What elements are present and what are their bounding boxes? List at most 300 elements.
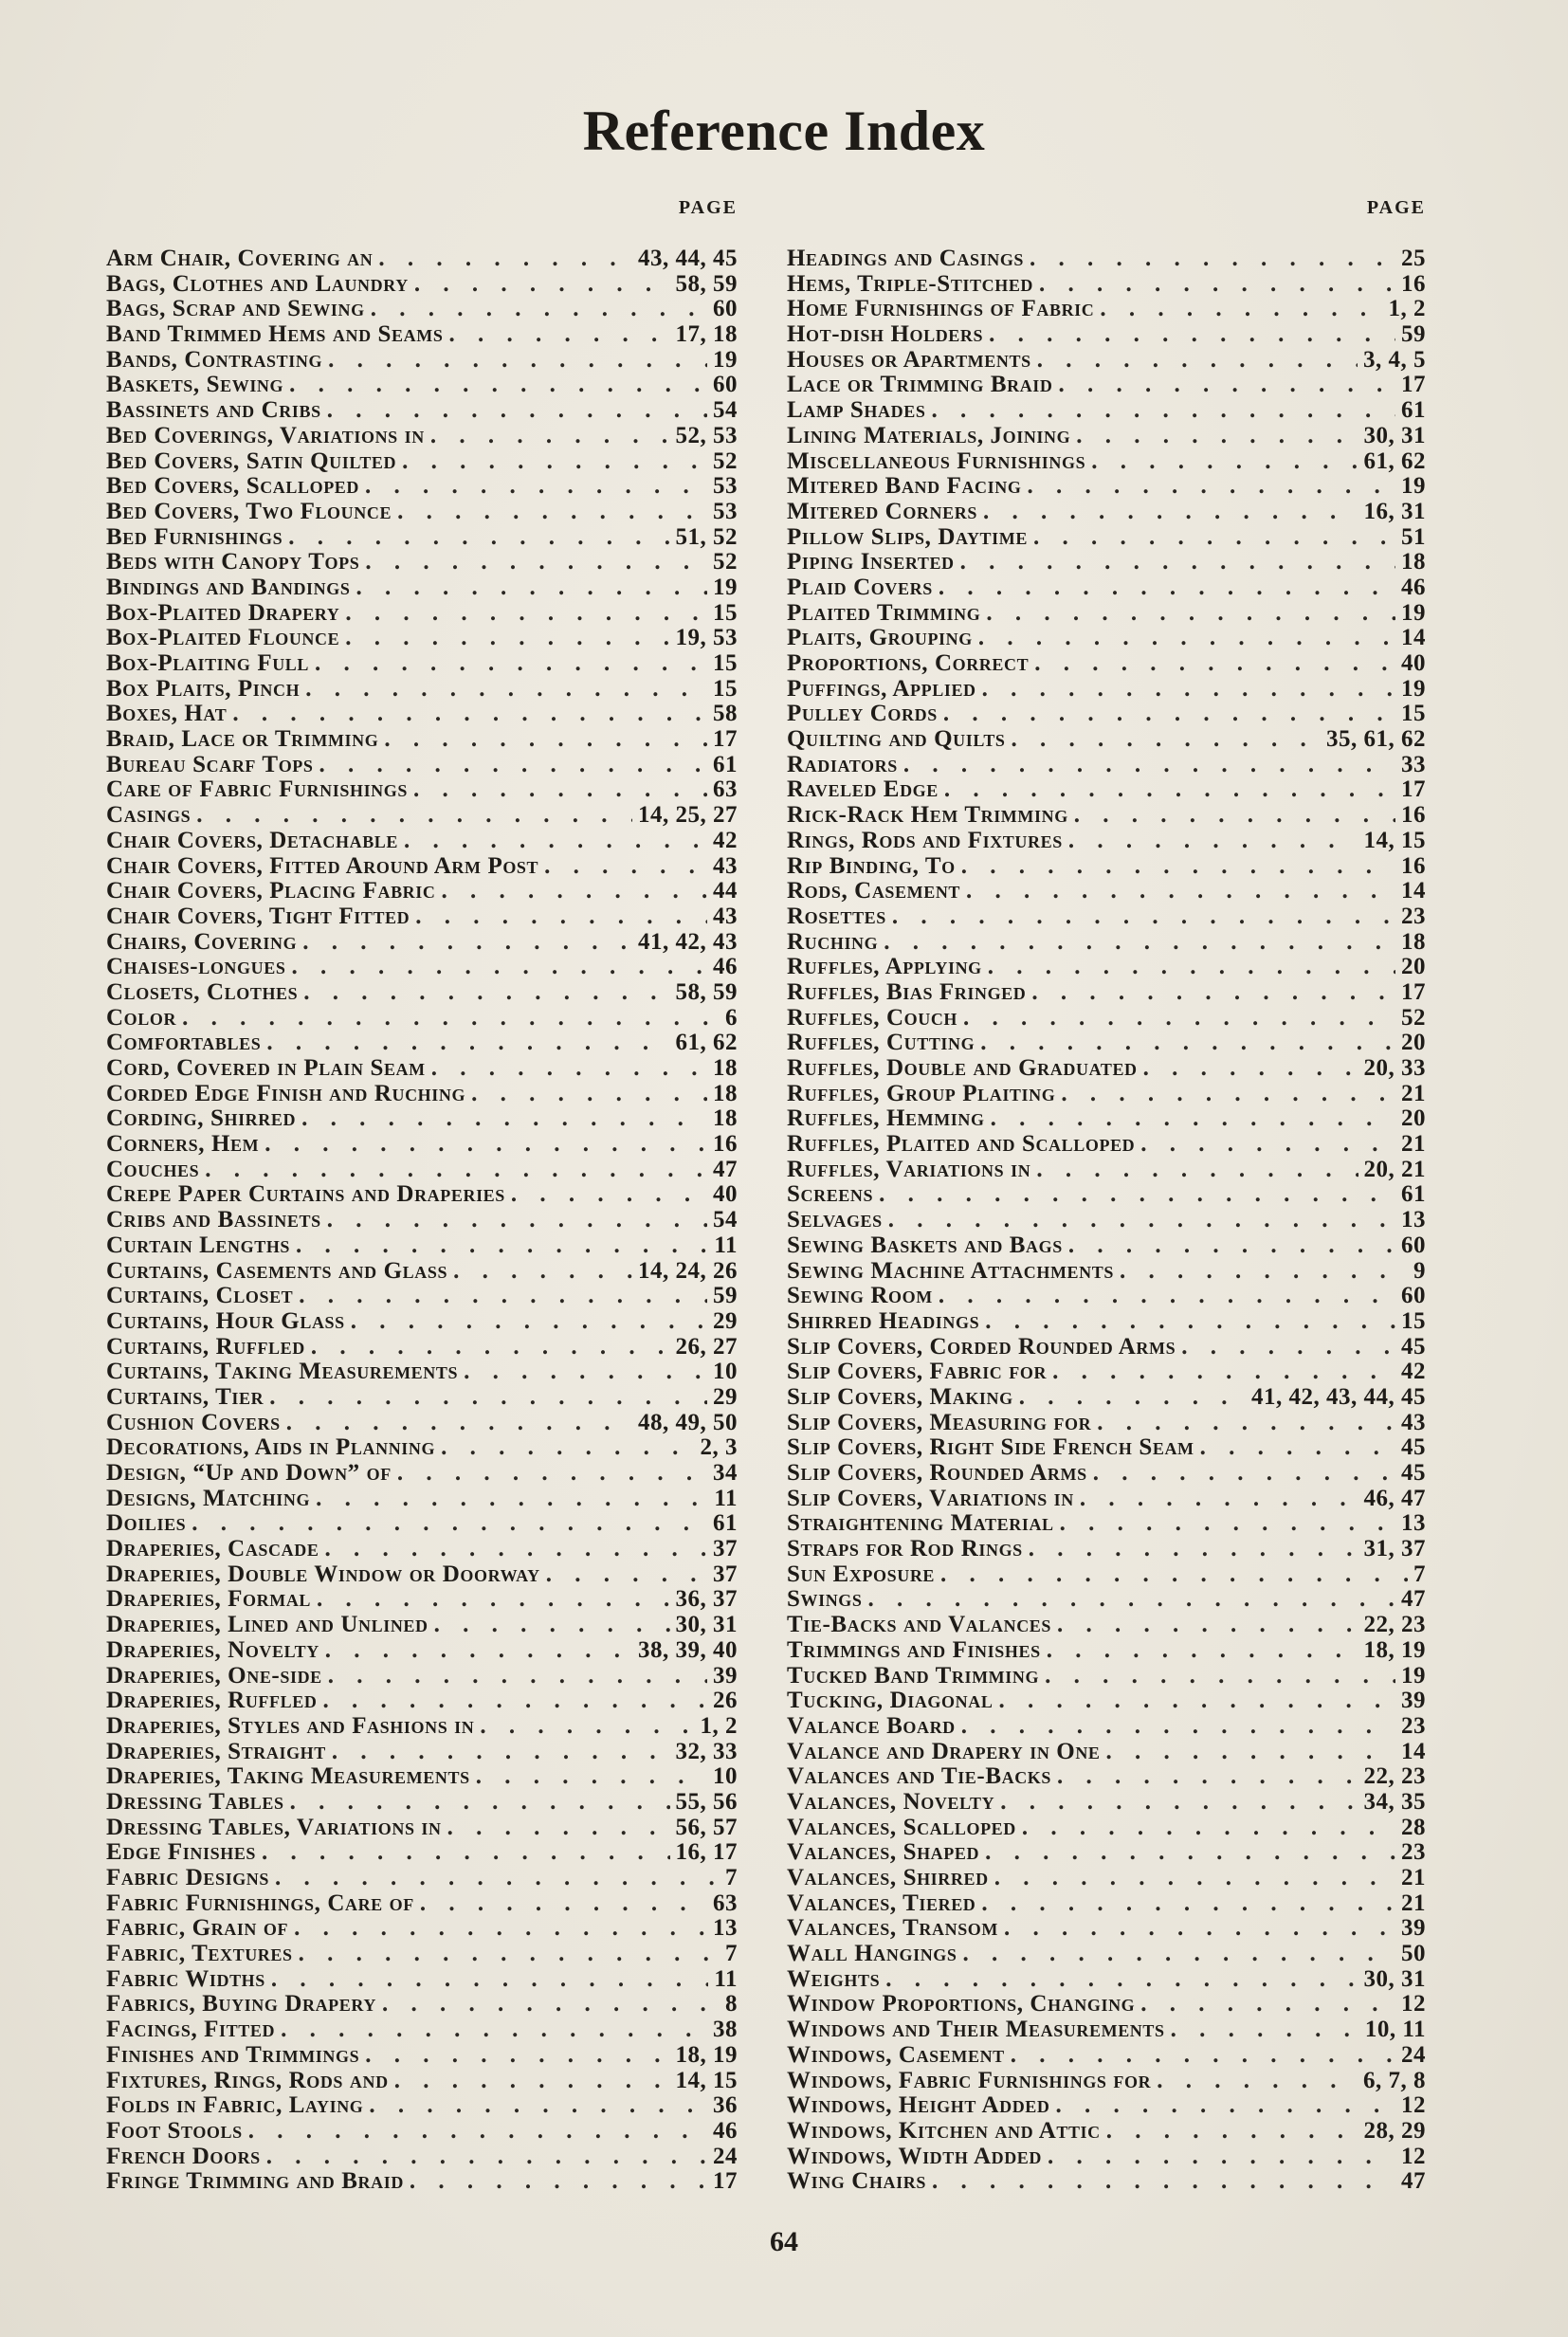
index-entry (106, 1790, 738, 1816)
index-term: Windows, Width Added (787, 2144, 1043, 2169)
index-pages: 39 (713, 1663, 738, 1689)
index-pages: 7 (725, 1942, 738, 1967)
index-pages: 59 (713, 1284, 738, 1309)
index-pages: 41, 42, 43 (638, 929, 738, 955)
index-term: Fixtures, Rings, Rods and (106, 2068, 389, 2093)
index-term: Baskets, Sewing (106, 373, 284, 398)
index-pages: 11 (714, 1966, 738, 1992)
index-pages: 23 (1401, 1713, 1426, 1739)
index-entry (787, 1638, 1426, 1664)
index-term: Puffings, Applied (787, 676, 976, 702)
index-pages: 17 (1401, 777, 1426, 803)
index-entry (787, 525, 1426, 551)
dot-leader (939, 1284, 1395, 1309)
index-pages: 60 (1401, 1232, 1426, 1258)
index-term: Foot Stools (106, 2118, 243, 2144)
index-entry (106, 1840, 738, 1866)
index-entry (106, 854, 738, 880)
index-pages: 14, 15 (1363, 828, 1426, 853)
index-pages: 30, 31 (675, 1613, 738, 1638)
index-term: Lining Materials, Joining (787, 423, 1071, 448)
index-entry (106, 2119, 738, 2145)
index-pages: 1, 2 (700, 1713, 738, 1739)
index-term: Band Trimmed Hems and Seams (106, 322, 444, 348)
index-term: Doilies (106, 1511, 187, 1537)
dot-leader (316, 1487, 708, 1512)
index-term: Slip Covers, Measuring for (787, 1410, 1092, 1435)
index-entry (106, 930, 738, 956)
index-entry (787, 348, 1426, 374)
index-entry (787, 1562, 1426, 1588)
index-pages: 42 (713, 828, 738, 853)
dot-leader (302, 930, 632, 956)
index-entry (787, 1613, 1426, 1638)
dot-leader (1074, 803, 1395, 829)
index-pages: 51 (1401, 524, 1426, 550)
index-pages: 20 (1401, 1031, 1426, 1056)
index-pages: 17 (1401, 979, 1426, 1005)
index-pages: 12 (1401, 2093, 1426, 2119)
index-entry (106, 1562, 738, 1588)
index-pages: 6, 7, 8 (1363, 2068, 1426, 2093)
index-entry (106, 1816, 738, 1841)
index-pages: 58, 59 (675, 271, 738, 297)
index-pages: 58 (713, 702, 738, 727)
index-pages: 52 (1401, 1005, 1426, 1031)
index-term: French Doors (106, 2144, 261, 2169)
index-pages: 40 (1401, 651, 1426, 676)
index-entry (787, 1435, 1426, 1461)
index-entry (787, 930, 1426, 956)
index-pages: 53 (713, 499, 738, 524)
index-pages: 18, 19 (1363, 1637, 1426, 1663)
index-term: Bed Covers, Two Flounce (106, 499, 392, 524)
index-term: Fabric Designs (106, 1866, 270, 1890)
index-pages: 37 (713, 1537, 738, 1562)
index-pages: 56, 57 (675, 1815, 738, 1840)
index-pages: 18, 19 (675, 2042, 738, 2068)
index-pages: 61, 62 (1363, 448, 1426, 474)
index-entry (787, 1233, 1426, 1259)
index-pages: 30, 31 (1363, 1966, 1426, 1992)
index-entry (787, 829, 1426, 854)
index-pages: 16, 31 (1363, 499, 1426, 524)
dot-leader (1181, 1335, 1395, 1360)
dot-leader (397, 1461, 707, 1487)
index-term: Slip Covers, Corded Rounded Arms (787, 1334, 1176, 1360)
dot-leader (1029, 1537, 1358, 1562)
index-pages: 37 (713, 1561, 738, 1587)
index-pages: 20, 21 (1363, 1157, 1426, 1182)
index-pages: 21 (1401, 1866, 1426, 1890)
index-term: Straightening Material (787, 1511, 1054, 1537)
index-entry (106, 2069, 738, 2094)
index-entry (787, 753, 1426, 778)
index-pages: 45 (1401, 1461, 1426, 1486)
index-entry (787, 1259, 1426, 1285)
index-term: Chair Covers, Detachable (106, 828, 399, 853)
index-term: Bed Coverings, Variations in (106, 423, 425, 448)
index-entry (106, 297, 738, 322)
index-entry (787, 1740, 1426, 1765)
dot-leader (356, 575, 707, 601)
index-term: Ruffles, Double and Graduated (787, 1056, 1138, 1081)
dot-leader (1034, 651, 1395, 677)
index-term: Arm Chair, Covering an (106, 246, 374, 271)
index-term: Windows, Fabric Furnishings for (787, 2068, 1152, 2093)
index-term: Dressing Tables, Variations in (106, 1815, 442, 1840)
index-pages: 60 (713, 297, 738, 322)
index-entry (787, 2145, 1426, 2170)
index-entry (787, 1992, 1426, 2017)
index-pages: 40 (713, 1182, 738, 1208)
index-entry (787, 1132, 1426, 1158)
index-term: Bassinets and Cribs (106, 398, 321, 424)
dot-leader (991, 1106, 1395, 1132)
index-entry (787, 2043, 1426, 2069)
index-entry (787, 879, 1426, 904)
index-entry (106, 525, 738, 551)
index-term: Ruffles, Bias Fringed (787, 979, 1027, 1005)
index-entry (106, 246, 738, 272)
index-pages: 23 (1401, 904, 1426, 929)
index-pages: 11 (714, 1486, 738, 1511)
dot-leader (868, 1587, 1395, 1613)
dot-leader (351, 1309, 707, 1335)
dot-leader (305, 677, 707, 703)
dot-leader (903, 753, 1395, 778)
dot-leader (961, 1714, 1395, 1740)
dot-leader (447, 1816, 670, 1841)
index-term: Draperies, Straight (106, 1739, 326, 1764)
dot-leader (1093, 1461, 1395, 1487)
index-term: Curtains, Casements and Glass (106, 1258, 448, 1284)
index-term: Radiators (787, 752, 898, 777)
dot-leader (288, 525, 669, 551)
index-pages: 20 (1401, 955, 1426, 980)
index-term: Fabric, Textures (106, 1942, 293, 1967)
index-entry (106, 2043, 738, 2069)
index-term: Cushion Covers (106, 1410, 281, 1435)
index-term: Fabrics, Buying Drapery (106, 1992, 376, 2017)
index-pages: 59 (1401, 322, 1426, 348)
dot-leader (1004, 1916, 1395, 1942)
dot-leader (1100, 297, 1382, 322)
index-entry (106, 1284, 738, 1309)
index-term: Tie-Backs and Valances (787, 1613, 1052, 1638)
index-entry (106, 1587, 738, 1613)
index-pages: 14, 25, 27 (638, 803, 738, 829)
index-term: Curtain Lengths (106, 1232, 291, 1258)
index-term: Rip Binding, To (787, 853, 956, 879)
index-entry (787, 1106, 1426, 1132)
index-entry (106, 1132, 738, 1158)
index-entry (787, 1664, 1426, 1689)
page-column-header: PAGE (1366, 197, 1426, 218)
index-term: Curtains, Hour Glass (106, 1308, 345, 1334)
index-entry (787, 1511, 1426, 1537)
index-pages: 18 (1401, 550, 1426, 575)
index-entry (106, 1664, 738, 1689)
index-pages: 47 (1401, 2169, 1426, 2195)
dot-leader (961, 854, 1395, 880)
index-term: Rods, Casement (787, 879, 961, 904)
index-pages: 15 (713, 676, 738, 702)
index-pages: 21 (1401, 1890, 1426, 1916)
index-pages: 43, 44, 45 (638, 246, 738, 271)
dot-leader (415, 904, 707, 930)
index-entry (106, 980, 738, 1006)
index-term: Slip Covers, Making (787, 1384, 1013, 1410)
index-entry (106, 1309, 738, 1335)
index-term: Bags, Scrap and Sewing (106, 297, 365, 322)
dot-leader (289, 373, 707, 398)
dot-leader (1120, 1259, 1408, 1285)
index-pages: 22, 23 (1363, 1764, 1426, 1790)
index-pages: 46 (1401, 575, 1426, 600)
index-pages: 39 (1401, 1689, 1426, 1714)
index-pages: 58, 59 (675, 979, 738, 1005)
dot-leader (983, 500, 1358, 525)
index-pages: 21 (1401, 1081, 1426, 1106)
index-pages: 26 (713, 1689, 738, 1714)
index-term: Curtains, Closet (106, 1284, 294, 1309)
dot-leader (182, 1006, 720, 1032)
index-list-right (787, 246, 1426, 2195)
dot-leader (1091, 449, 1358, 475)
index-term: Valances, Shirred (787, 1866, 989, 1890)
dot-leader (1076, 424, 1358, 449)
dot-leader (371, 297, 707, 322)
dot-leader (453, 1259, 632, 1285)
index-term: Piping Inserted (787, 550, 955, 575)
page-number: 64 (770, 2226, 798, 2257)
dot-leader (345, 601, 707, 627)
index-pages: 22, 23 (1363, 1613, 1426, 1638)
index-term: Bed Furnishings (106, 524, 283, 550)
dot-leader (1048, 2145, 1395, 2170)
dot-leader (985, 1309, 1395, 1335)
index-pages: 16 (1401, 853, 1426, 879)
dot-leader (978, 626, 1395, 651)
index-entry (106, 803, 738, 829)
index-entry (787, 1335, 1426, 1360)
index-term: Screens (787, 1182, 874, 1208)
index-term: Dressing Tables (106, 1789, 284, 1815)
dot-leader (1056, 2093, 1395, 2119)
dot-leader (404, 829, 707, 854)
index-term: Bindings and Bandings (106, 575, 351, 600)
dot-leader (299, 1284, 707, 1309)
index-pages: 13 (1401, 1511, 1426, 1537)
dot-leader (291, 955, 707, 980)
index-term: Ruffles, Couch (787, 1005, 958, 1031)
index-term: Straps for Rod Rings (787, 1537, 1023, 1562)
index-pages: 34 (713, 1461, 738, 1486)
index-term: Box-Plaited Flounce (106, 626, 340, 651)
dot-leader (986, 601, 1395, 627)
dot-leader (963, 1942, 1395, 1967)
dot-leader (980, 1031, 1395, 1056)
dot-leader (1157, 2069, 1358, 2094)
index-term: Valances and Tie-Backs (787, 1764, 1052, 1790)
dot-leader (232, 702, 707, 727)
dot-leader (939, 575, 1395, 601)
index-pages: 48, 49, 50 (638, 1410, 738, 1435)
index-pages: 36, 37 (675, 1587, 738, 1613)
dot-leader (1037, 348, 1358, 374)
index-entry (787, 1942, 1426, 1967)
index-term: Plaid Covers (787, 575, 933, 600)
index-pages: 7 (1413, 1561, 1426, 1587)
index-term: Draperies, Double Window or Doorway (106, 1561, 540, 1587)
dot-leader (345, 626, 669, 651)
index-term: Ruffles, Variations in (787, 1157, 1031, 1182)
index-entry (106, 1208, 738, 1233)
index-term: Fabric Widths (106, 1966, 265, 1992)
index-entry (787, 1284, 1426, 1309)
index-pages: 36 (713, 2093, 738, 2119)
index-term: Cord, Covered in Plain Seam (106, 1056, 426, 1081)
index-pages: 19 (713, 347, 738, 373)
index-entry (106, 677, 738, 703)
dot-leader (328, 1664, 707, 1689)
index-entry (787, 1816, 1426, 1841)
index-term: Weights (787, 1966, 881, 1992)
index-pages: 19 (1401, 600, 1426, 626)
index-pages: 55, 56 (675, 1789, 738, 1815)
index-pages: 18 (713, 1106, 738, 1132)
index-term: Rings, Rods and Fixtures (787, 828, 1063, 853)
index-pages: 47 (713, 1157, 738, 1182)
index-pages: 16 (1401, 271, 1426, 297)
dot-leader (966, 879, 1395, 904)
index-term: Cribs and Bassinets (106, 1208, 321, 1233)
index-term: Chairs, Covering (106, 929, 298, 955)
dot-leader (315, 651, 707, 677)
index-term: Home Furnishings of Fabric (787, 297, 1095, 322)
dot-leader (1045, 1664, 1395, 1689)
index-term: Folds in Fabric, Laying (106, 2093, 364, 2119)
index-term: Ruffles, Hemming (787, 1106, 985, 1132)
index-pages: 1, 2 (1388, 297, 1426, 322)
index-pages: 14 (1401, 1739, 1426, 1764)
index-term: Wall Hangings (787, 1942, 957, 1967)
index-term: Draperies, Taking Measurements (106, 1764, 470, 1790)
index-pages: 45 (1401, 1435, 1426, 1461)
index-term: Houses or Apartments (787, 347, 1031, 373)
index-term: Edge Finishes (106, 1840, 257, 1866)
index-term: Ruffles, Cutting (787, 1031, 975, 1056)
index-term: Designs, Matching (106, 1486, 311, 1511)
index-entry (106, 1335, 738, 1360)
index-term: Bed Covers, Scalloped (106, 474, 360, 500)
index-term: Casings (106, 803, 191, 829)
index-entry (787, 398, 1426, 424)
index-term: Draperies, Ruffled (106, 1689, 318, 1714)
index-entry (106, 702, 738, 727)
index-list-left (106, 246, 738, 2195)
dot-leader (1061, 1082, 1395, 1107)
page-title: Reference Index (582, 100, 986, 162)
index-pages: 3, 4, 5 (1363, 347, 1426, 373)
dot-leader (464, 1360, 707, 1385)
index-entry (787, 297, 1426, 322)
dot-leader (441, 1435, 694, 1461)
index-entry (106, 500, 738, 525)
dot-leader (365, 550, 707, 575)
dot-leader (420, 1891, 707, 1917)
index-term: Bags, Clothes and Laundry (106, 271, 409, 297)
dot-leader (286, 1411, 632, 1436)
index-pages: 12 (1401, 1992, 1426, 2017)
dot-leader (1057, 1764, 1358, 1790)
index-entry (106, 1714, 738, 1740)
index-pages: 21 (1401, 1132, 1426, 1158)
index-pages: 63 (713, 777, 738, 803)
index-term: Raveled Edge (787, 777, 939, 803)
index-term: Selvages (787, 1208, 883, 1233)
dot-leader (988, 955, 1395, 980)
index-entry (106, 322, 738, 348)
dot-leader (932, 2169, 1395, 2195)
dot-leader (328, 348, 707, 374)
dot-leader (1022, 1816, 1395, 1841)
dot-leader (317, 1587, 669, 1613)
dot-leader (332, 1740, 670, 1765)
index-entry (787, 1866, 1426, 1891)
index-term: Bed Covers, Satin Quilted (106, 448, 397, 474)
index-pages: 33 (1401, 752, 1426, 777)
index-term: Pillow Slips, Daytime (787, 524, 1028, 550)
dot-leader (402, 449, 707, 475)
index-term: Swings (787, 1587, 863, 1613)
dot-leader (431, 1056, 707, 1082)
index-term: Finishes and Trimmings (106, 2042, 360, 2068)
index-term: Wing Chairs (787, 2169, 926, 2195)
index-entry (106, 1056, 738, 1082)
index-term: Sewing Machine Attachments (787, 1258, 1114, 1284)
index-entry (106, 1764, 738, 1790)
index-pages: 61 (713, 752, 738, 777)
index-entry (106, 1461, 738, 1487)
index-pages: 15 (1401, 1308, 1426, 1334)
index-pages: 19 (1401, 1663, 1426, 1689)
index-pages: 46 (713, 955, 738, 980)
index-pages: 13 (713, 1916, 738, 1942)
index-entry (106, 1992, 738, 2017)
index-entry (106, 651, 738, 677)
index-pages: 41, 42, 43, 44, 45 (1251, 1384, 1426, 1410)
index-pages: 6 (725, 1005, 738, 1031)
index-term: Slip Covers, Variations in (787, 1486, 1074, 1511)
index-term: Sewing Room (787, 1284, 933, 1309)
index-entry (787, 1764, 1426, 1790)
dot-leader (1097, 1411, 1395, 1436)
index-entry (787, 1891, 1426, 1917)
index-term: Chair Covers, Fitted Around Arm Post (106, 853, 539, 879)
index-pages: 28, 29 (1363, 2118, 1426, 2144)
index-entry (787, 272, 1426, 298)
index-entry (106, 1435, 738, 1461)
index-term: Draperies, Formal (106, 1587, 312, 1613)
index-term: Valances, Scalloped (787, 1815, 1016, 1840)
index-pages: 47 (1401, 1587, 1426, 1613)
index-pages: 19 (713, 575, 738, 600)
index-pages: 20, 33 (1363, 1056, 1426, 1081)
index-term: Slip Covers, Rounded Arms (787, 1461, 1087, 1486)
index-pages: 16 (713, 1132, 738, 1158)
